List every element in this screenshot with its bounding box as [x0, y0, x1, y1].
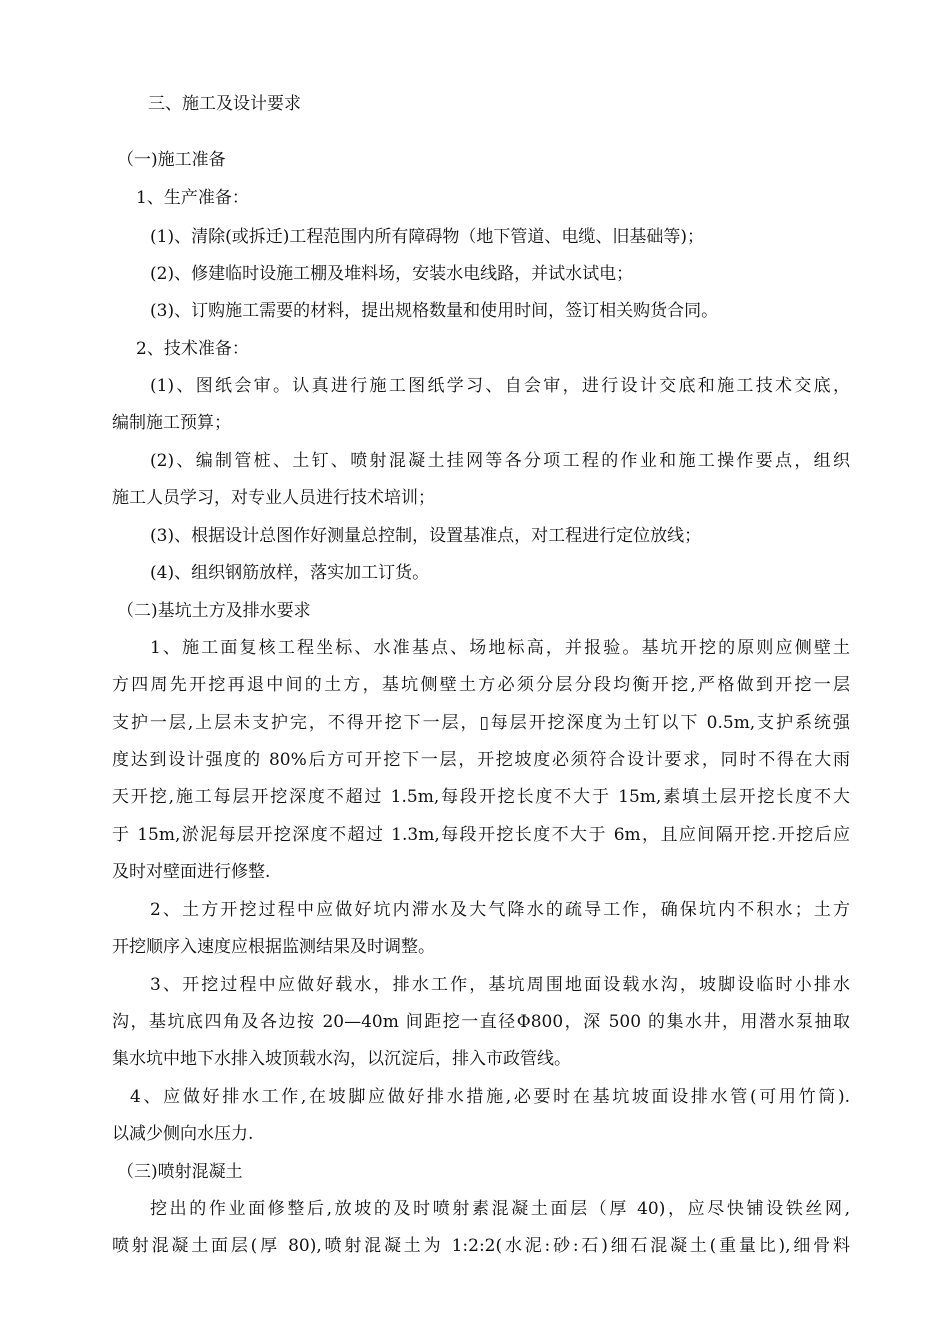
- paragraph-line: (1)、清除(或拆迁)工程范围内所有障碍物（地下管道、电缆、旧基础等)；: [150, 227, 704, 247]
- subsection-heading-2: （二)基坑土方及排水要求: [117, 601, 311, 621]
- paragraph-line: (3)、根据设计总图作好测量总控制，设置基准点，对工程进行定位放线；: [150, 526, 702, 546]
- paragraph-line: 喷射混凝土面层(厚 80),喷射混凝土为 1:2:2(水泥:砂:石)细石混凝土(重量比),细骨料: [112, 1236, 850, 1256]
- paragraph-line: 及时对壁面进行修整.: [112, 862, 271, 882]
- subsection-heading-3: （三)喷射混凝土: [117, 1162, 243, 1182]
- paragraph-line: 度达到设计强度的 80%后方可开挖下一层，开挖坡度必须符合设计要求，同时不得在大雨: [112, 750, 850, 770]
- paragraph-line: 3、开挖过程中应做好载水，排水工作，基坑周围地面设载水沟，坡脚设临时小排水: [150, 975, 850, 995]
- paragraph-line: 2、土方开挖过程中应做好坑内滞水及大气降水的疏导工作，确保坑内不积水；土方: [150, 900, 850, 920]
- subsection-heading-1: （一)施工准备: [117, 150, 226, 170]
- paragraph-line: 施工人员学习，对专业人员进行技术培训；: [112, 488, 435, 508]
- paragraph-line: (4)、组织钢筋放样，落实加工订货。: [150, 563, 430, 583]
- paragraph-line: 支护一层,上层未支护完，不得开挖下一层，▯每层开挖深度为土钉以下 0.5m,支护系统强: [112, 713, 850, 733]
- item-heading: 2、技术准备：: [136, 339, 249, 359]
- paragraph-line: 开挖顺序入速度应根据监测结果及时调整。: [112, 937, 435, 957]
- paragraph-line: 以减少侧向水压力.: [112, 1124, 254, 1144]
- paragraph-line: 天开挖,施工每层开挖深度不超过 1.5m,每段开挖长度不大于 15m,素填土层开挖长度不大: [112, 787, 850, 807]
- paragraph-line: 集水坑中地下水排入坡顶载水沟，以沉淀后，排入市政管线。: [112, 1049, 571, 1069]
- paragraph-line: 方四周先开挖再退中间的土方，基坑侧壁土方必须分层分段均衡开挖,严格做到开挖一层: [112, 675, 850, 695]
- paragraph-line: (2)、修建临时设施工棚及堆料场，安装水电线路，并试水试电；: [150, 264, 634, 284]
- paragraph-line: (2)、编制管桩、土钉、喷射混凝土挂网等各分项工程的作业和施工操作要点，组织: [150, 451, 850, 471]
- paragraph-line: 沟，基坑底四角及各边按 20—40m 间距挖一直径Φ800，深 500 的集水井，用潜水泵抽取: [112, 1012, 850, 1032]
- paragraph-line: 于 15m,淤泥每层开挖深度不超过 1.3m,每段开挖长度不大于 6m，且应间隔开挖.开挖后应: [112, 825, 850, 845]
- paragraph-line: 编制施工预算；: [112, 413, 231, 433]
- paragraph-line: (1)、图纸会审。认真进行施工图纸学习、自会审，进行设计交底和施工技术交底，: [150, 376, 850, 396]
- paragraph-line: 4、应做好排水工作,在坡脚应做好排水措施,必要时在基坑坡面设排水管(可用竹筒).: [130, 1087, 850, 1107]
- paragraph-line: 1、施工面复核工程坐标、水准基点、场地标高，并报验。基坑开挖的原则应侧壁土: [150, 638, 850, 658]
- paragraph-line: 挖出的作业面修整后,放坡的及时喷射素混凝土面层（厚 40)，应尽快铺设铁丝网,: [150, 1199, 850, 1219]
- section-title: 三、施工及设计要求: [148, 94, 301, 114]
- paragraph-line: (3)、订购施工需要的材料，提出规格数量和使用时间，签订相关购货合同。: [150, 301, 719, 321]
- item-heading: 1、生产准备：: [136, 188, 249, 208]
